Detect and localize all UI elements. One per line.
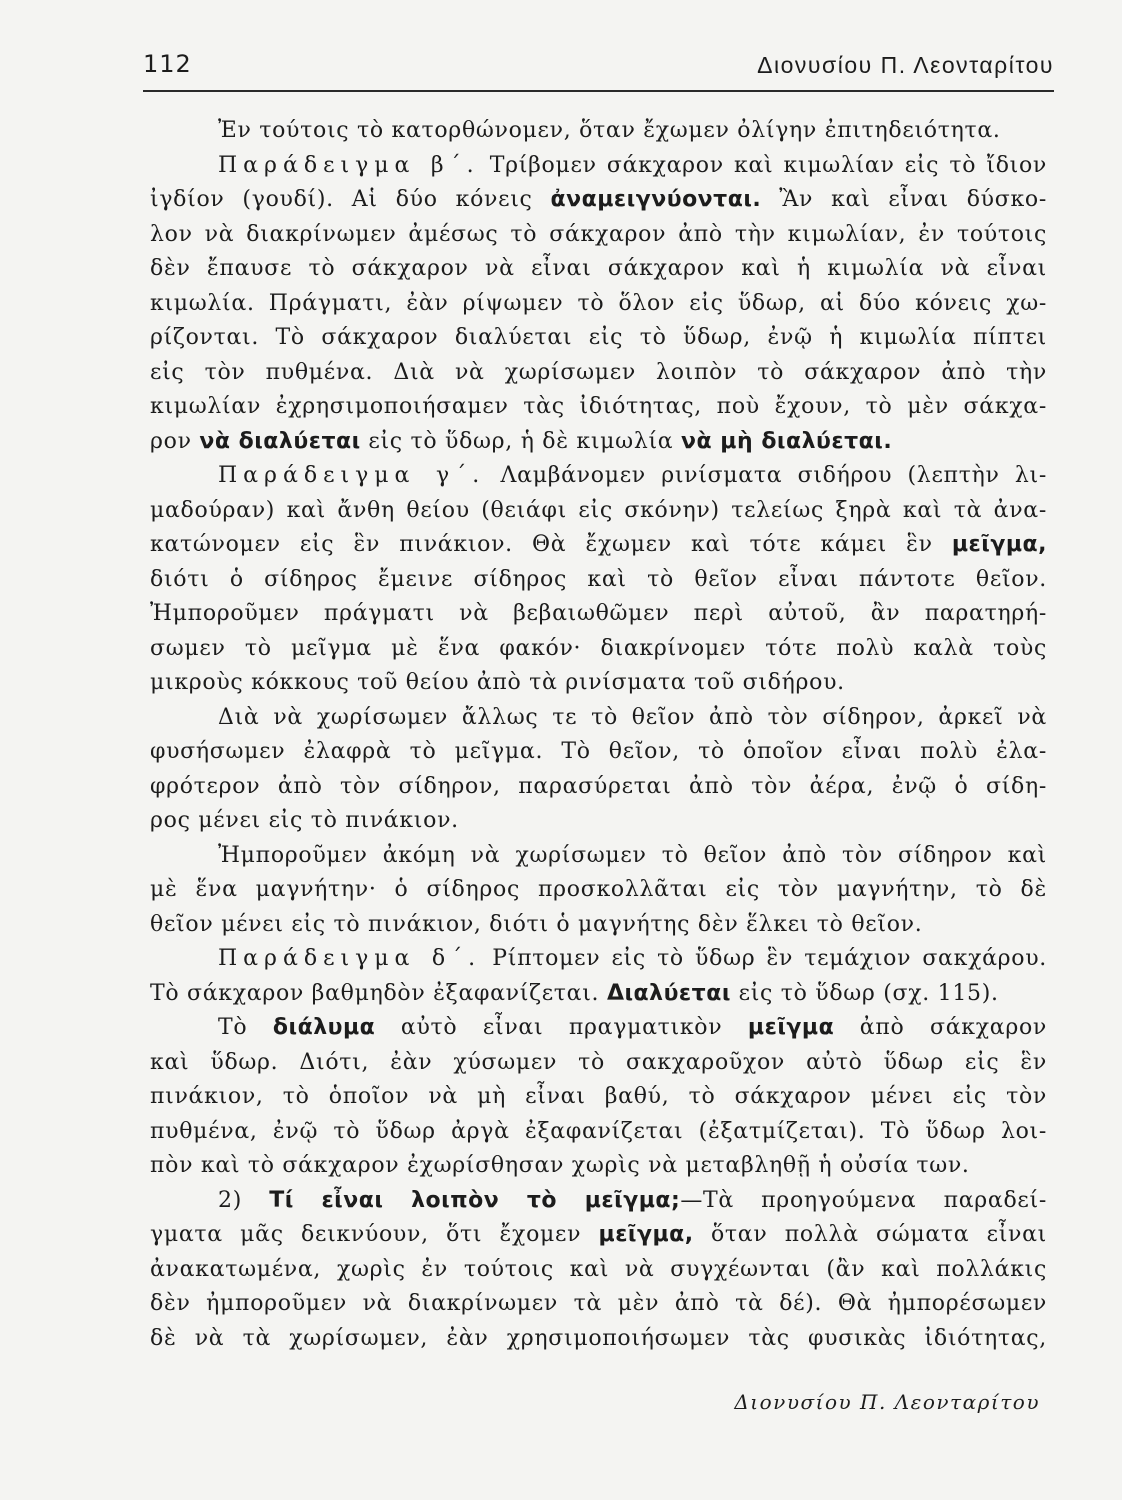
text-segment: θεῖον μένει εἰς τὸ πινάκιον, διότι ὁ μαγνήτης δὲν ἕλκει τὸ θεῖον.	[150, 911, 923, 937]
text-line	[150, 1322, 1047, 1357]
text-line	[150, 114, 1047, 149]
text-line	[150, 563, 1047, 598]
text-segment: εἰς τὸ ὕδωρ (σχ. 115).	[730, 980, 999, 1006]
text-segment: Ἠμποροῦμεν ἀκόμη νὰ χωρίσωμεν τὸ θεῖον ἀπὸ τὸν σίδηρον καὶ	[218, 842, 1047, 868]
text-line	[150, 977, 1047, 1012]
text-line	[150, 942, 1047, 977]
text-segment: διάλυμα	[272, 1015, 376, 1040]
text-segment: Διαλύεται	[606, 980, 731, 1006]
text-line	[150, 666, 1047, 701]
text-segment: μικροὺς κόκκους τοῦ θείου ἀπὸ τὰ ρινίσματα τοῦ σιδήρου.	[150, 670, 845, 695]
text-line	[150, 1046, 1047, 1081]
text-segment: λον νὰ διακρίνωμεν ἀμέσως τὸ σάκχαρον ἀπὸ τὴν κιμωλίαν, ἐν τούτοις	[150, 221, 1047, 247]
text-segment: κατώνομεν εἰς ἓν πινάκιον. Θὰ ἔχωμεν καὶ τότε κάμει ἓν	[150, 532, 952, 557]
text-segment: σωμεν τὸ μεῖγμα μὲ ἕνα φακόν· διακρίνομεν τότε πολὺ καλὰ τοὺς	[150, 635, 1047, 661]
text-segment: νὰ διαλύεται	[199, 428, 361, 454]
text-segment: δὲ νὰ τὰ χωρίσωμεν, ἐὰν χρησιμοποιήσωμεν τὰς φυσικὰς ἰδιότητας,	[150, 1325, 1047, 1351]
text-segment: αὐτὸ εἶναι πραγματικὸν	[375, 1015, 748, 1040]
text-line	[150, 390, 1047, 425]
text-segment: —Τὰ προηγούμενα παραδεί-	[680, 1187, 1047, 1213]
text-segment: κιμωλίαν ἐχρησιμοποιήσαμεν τὰς ἰδιότητας, ποὺ ἔχουν, τὸ μὲν σάκχα-	[150, 394, 1047, 419]
text-line	[150, 1253, 1047, 1288]
text-segment: ρον	[150, 428, 200, 454]
text-line	[150, 356, 1047, 391]
text-segment: εἰς τὸ ὕδωρ, ἡ δὲ κιμωλία	[360, 428, 682, 454]
text-segment: ὅταν πολλὰ σώματα εἶναι	[693, 1222, 1047, 1247]
text-segment: κιμωλία. Πράγματι, ἐὰν ρίψωμεν τὸ ὅλον εἰς ὕδωρ, αἱ δύο κόνεις χω-	[150, 290, 1047, 316]
text-segment: φρότερον ἀπὸ τὸν σίδηρον, παρασύρεται ἀπὸ τὸν ἀέρα, ἐνῷ ὁ σίδη-	[150, 773, 1047, 799]
text-line	[150, 425, 1047, 460]
text-line	[150, 287, 1047, 322]
text-line	[150, 1149, 1047, 1184]
footer-author: Διονυσίου Π. Λεονταρίτου	[734, 1390, 1040, 1414]
body-text	[150, 114, 1047, 1356]
text-segment: Παράδειγμα β΄.	[218, 152, 480, 178]
text-line	[150, 597, 1047, 632]
text-segment: Τρίβομεν σάκχαρον καὶ κιμωλίαν εἰς τὸ ἴδιον	[479, 152, 1048, 178]
text-segment: πινάκιον, τὸ ὁποῖον νὰ μὴ εἶναι βαθύ, τὸ σάκχαρον μένει εἰς τὸν	[150, 1084, 1047, 1109]
text-line	[150, 735, 1047, 770]
text-segment: Διὰ νὰ χωρίσωμεν ἄλλως τε τὸ θεῖον ἀπὸ τὸν σίδηρον, ἀρκεῖ νὰ	[218, 704, 1047, 730]
text-segment: δὲν ἔπαυσε τὸ σάκχαρον νὰ εἶναι σάκχαρον καὶ ἡ κιμωλία νὰ εἶναι	[150, 256, 1047, 281]
text-line	[150, 1287, 1047, 1322]
page-number: 112	[143, 50, 192, 78]
text-segment: εἰς τὸν πυθμένα. Διὰ νὰ χωρίσωμεν λοιπὸν τὸ σάκχαρον ἀπὸ τὴν	[150, 359, 1047, 385]
text-segment: μεῖγμα	[747, 1015, 835, 1040]
text-line	[150, 321, 1047, 356]
text-line	[150, 1011, 1047, 1046]
text-segment: Παράδειγμα δ΄.	[218, 946, 482, 971]
text-line	[150, 873, 1047, 908]
text-segment: μαδούραν) καὶ ἄνθη θείου (θειάφι εἰς σκόνην) τελείως ξηρὰ καὶ τὰ ἀνα-	[150, 497, 1047, 523]
text-line	[150, 494, 1047, 529]
text-segment: μεῖγμα,	[951, 532, 1047, 557]
text-line	[150, 149, 1047, 184]
text-segment: μὲ ἕνα μαγνήτην· ὁ σίδηρος προσκολλᾶται εἰς τὸν μαγνήτην, τὸ δὲ	[150, 877, 1047, 902]
running-title: Διονυσίου Π. Λεονταρίτου	[757, 52, 1054, 78]
text-line	[150, 459, 1047, 494]
text-segment: Λαμβάνομεν ρινίσματα σιδήρου (λεπτὴν λι-	[485, 463, 1047, 488]
text-segment: ρος μένει εἰς τὸ πινάκιον.	[150, 808, 459, 833]
text-segment: Τὸ	[218, 1015, 273, 1040]
text-line	[150, 1115, 1047, 1150]
text-line	[150, 252, 1047, 287]
text-segment: Ρίπτομεν εἰς τὸ ὕδωρ ἓν τεμάχιον σακχάρου.	[481, 946, 1048, 971]
text-segment: Ἂν καὶ εἶναι δύσκο-	[761, 187, 1047, 212]
text-segment: πὸν καὶ τὸ σάκχαρον ἐχωρίσθησαν χωρὶς νὰ μεταβληθῇ ἡ οὐσία των.	[150, 1153, 970, 1178]
text-line	[150, 701, 1047, 736]
text-line	[150, 218, 1047, 253]
page-header	[143, 46, 1054, 92]
text-segment: ἰγδίον (γουδί). Αἱ δύο κόνεις	[150, 187, 551, 212]
text-segment: Ἐν τούτοις τὸ κατορθώνομεν, ὅταν ἔχωμεν ὀλίγην ἐπιτηδειότητα.	[218, 118, 1001, 143]
text-segment: διότι ὁ σίδηρος ἔμεινε σίδηρος καὶ τὸ θεῖον εἶναι πάντοτε θεῖον.	[150, 566, 1047, 592]
text-segment: νὰ μὴ διαλύεται.	[681, 428, 893, 454]
text-line	[150, 770, 1047, 805]
text-segment: γματα μᾶς δεικνύουν, ὅτι ἔχομεν	[150, 1222, 599, 1247]
text-segment: Τί εἶναι λοιπὸν τὸ μεῖγμα;	[269, 1187, 681, 1213]
text-line	[150, 528, 1047, 563]
text-segment: ρίζονται. Τὸ σάκχαρον διαλύεται εἰς τὸ ὕδωρ, ἐνῷ ἡ κιμωλία πίπτει	[150, 325, 1047, 350]
text-line	[150, 1218, 1047, 1253]
text-line	[150, 839, 1047, 874]
text-segment: φυσήσωμεν ἐλαφρὰ τὸ μεῖγμα. Τὸ θεῖον, τὸ ὁποῖον εἶναι πολὺ ἐλα-	[150, 739, 1047, 764]
text-line	[150, 804, 1047, 839]
text-segment: μεῖγμα,	[598, 1222, 694, 1247]
text-segment: ἀναμειγνύονται.	[550, 187, 762, 212]
text-segment: Παράδειγμα γ΄.	[218, 463, 486, 488]
text-segment: ἀνακατωμένα, χωρὶς ἐν τούτοις καὶ νὰ συγχέωνται (ἂν καὶ πολλάκις	[150, 1256, 1047, 1282]
text-line	[150, 908, 1047, 943]
text-segment: Τὸ σάκχαρον βαθμηδὸν ἐξαφανίζεται.	[150, 980, 607, 1006]
text-line	[150, 1080, 1047, 1115]
text-segment: πυθμένα, ἐνῷ τὸ ὕδωρ ἀργὰ ἐξαφανίζεται (ἐξατμίζεται). Τὸ ὕδωρ λοι-	[150, 1118, 1047, 1144]
text-line	[150, 183, 1047, 218]
text-line	[150, 632, 1047, 667]
text-segment: 2)	[218, 1187, 270, 1213]
text-segment: δὲν ἠμποροῦμεν νὰ διακρίνωμεν τὰ μὲν ἀπὸ τὰ δέ). Θὰ ἠμπορέσωμεν	[150, 1291, 1047, 1316]
text-segment: ἀπὸ σάκχαρον	[834, 1015, 1047, 1040]
text-segment: καὶ ὕδωρ. Διότι, ἐὰν χύσωμεν τὸ σακχαροῦχον αὐτὸ ὕδωρ εἰς ἓν	[150, 1049, 1047, 1075]
text-segment: Ἠμποροῦμεν πράγματι νὰ βεβαιωθῶμεν περὶ αὐτοῦ, ἂν παρατηρή-	[150, 601, 1047, 626]
text-line	[150, 1184, 1047, 1219]
